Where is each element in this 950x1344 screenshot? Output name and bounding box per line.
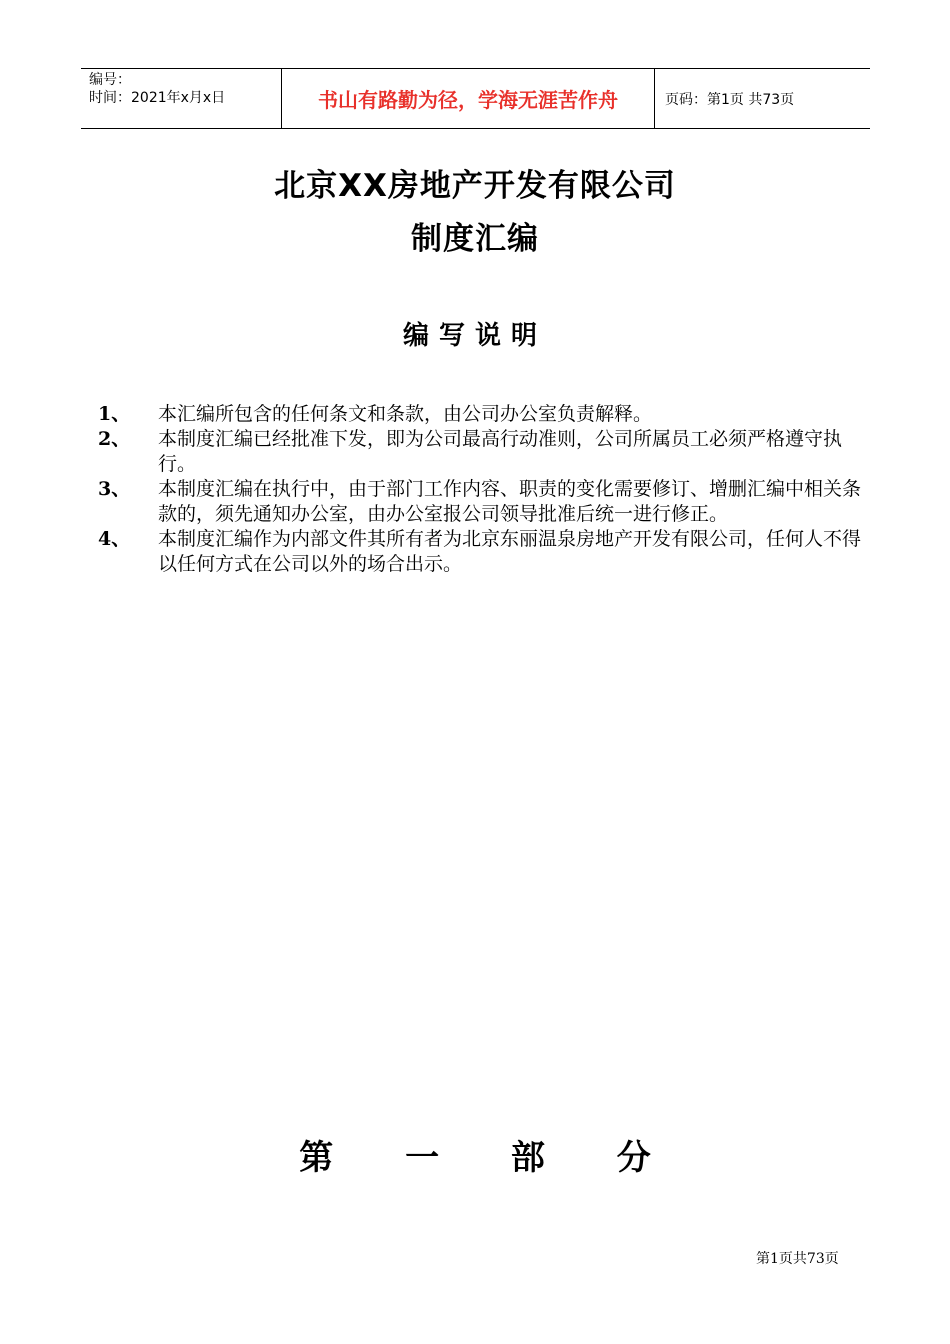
part-char: 部 <box>510 1138 545 1178</box>
part-char: 第 <box>299 1138 334 1178</box>
header-motto: 书山有路勤为径，学海无涯苦作舟 <box>282 69 655 128</box>
note-number: 3、 <box>98 478 131 500</box>
note-text: 本汇编所包含的任何条文和条款，由公司办公室负责解释。 <box>158 403 653 425</box>
part-char: 分 <box>616 1138 651 1178</box>
note-item <box>98 477 868 527</box>
document-title-line2: 制度汇编 <box>411 221 539 257</box>
note-number: 1、 <box>98 403 131 425</box>
header-page-info: 页码：第1页 共73页 <box>665 91 795 108</box>
note-text: 本制度汇编作为内部文件其所有者为北京东丽温泉房地产开发有限公司，任何人不得以任何方式在公司以外的场合出示。 <box>158 528 862 575</box>
header-number-label: 编号： <box>89 72 131 88</box>
document-title-line1: 北京XX房地产开发有限公司 <box>274 168 676 204</box>
page-header <box>81 68 870 129</box>
part-char: 一 <box>405 1138 440 1178</box>
document-subtitle: 编写说明 <box>402 321 547 351</box>
note-item <box>98 427 868 477</box>
header-meta-cell <box>81 69 282 128</box>
note-number: 2、 <box>98 428 131 450</box>
notes-list <box>98 402 868 577</box>
note-number: 4、 <box>98 528 131 550</box>
note-item <box>98 527 868 577</box>
note-text: 本制度汇编在执行中，由于部门工作内容、职责的变化需要修订、增删汇编中相关条款的，须先通知办公室，由办公室报公司领导批准后统一进行修正。 <box>158 478 862 525</box>
header-time-label: 时间：2021年x月x日 <box>89 90 226 106</box>
note-item <box>98 402 868 427</box>
footer-page-info: 第1页共73页 <box>756 1251 839 1267</box>
part-heading <box>0 1130 950 1179</box>
note-text: 本制度汇编已经批准下发，即为公司最高行动准则，公司所属员工必须严格遵守执行。 <box>158 428 843 475</box>
